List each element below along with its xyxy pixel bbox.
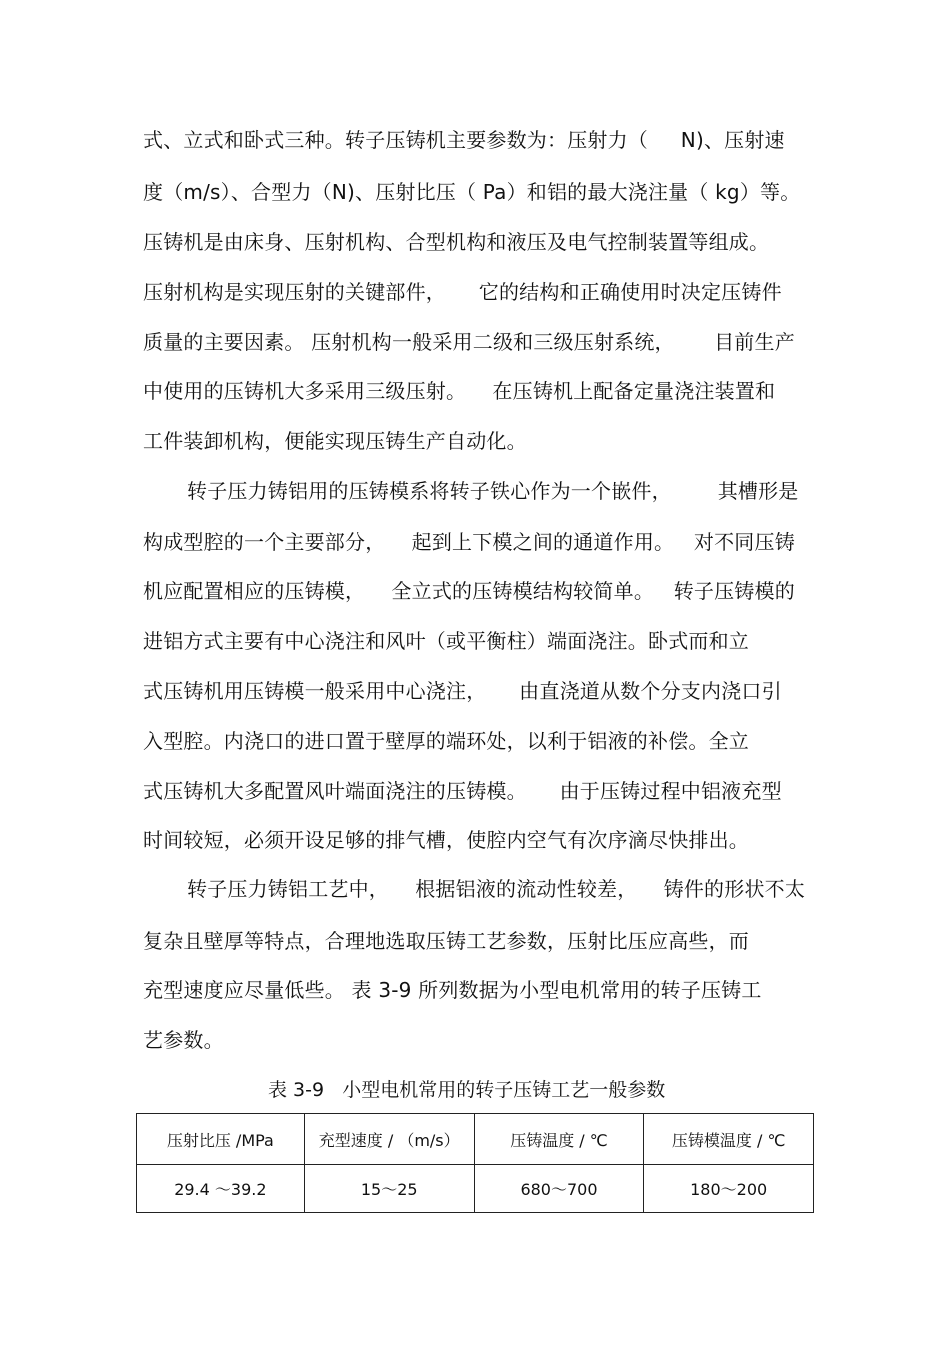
text-line: 充型速度应尽量低些。 表 3-9 所列数据为小型电机常用的转子压铸工 [143, 978, 762, 1002]
table-cell: 15～25 [304, 1165, 474, 1213]
text-line: 式压铸机用压铸模一般采用中心浇注， 由直浇道从数个分支内浇口引 [143, 679, 782, 703]
text-line: 压射机构是实现压射的关键部件， 它的结构和正确使用时决定压铸件 [143, 280, 782, 304]
text-line: 度（m/s）、合型力（N)、压射比压（ Pa）和铝的最大浇注量（ kg）等。 [143, 180, 801, 204]
text-line: 艺参数。 [143, 1028, 224, 1052]
text-line: 构成型腔的一个主要部分， 起到上下模之间的通道作用。 对不同压铸 [143, 530, 795, 554]
table-cell: 680～700 [474, 1165, 644, 1213]
text-line: 式、立式和卧式三种。转子压铸机主要参数为：压射力（ N)、压射速 [143, 128, 785, 152]
paragraph-start-line: 转子压力铸铝工艺中， 根据铝液的流动性较差， 铸件的形状不太 [187, 877, 806, 901]
table-header-cell: 压铸模温度 / ℃ [644, 1114, 814, 1165]
text-line: 质量的主要因素。 压射机构一般采用二级和三级压射系统， 目前生产 [143, 330, 795, 354]
table-header-row [137, 1114, 814, 1165]
text-line: 式压铸机大多配置风叶端面浇注的压铸模。 由于压铸过程中铝液充型 [143, 779, 782, 803]
text-line: 压铸机是由床身、压射机构、合型机构和液压及电气控制装置等组成。 [143, 230, 770, 254]
text-line: 工件装卸机构，便能实现压铸生产自动化。 [143, 429, 527, 453]
table-row [137, 1165, 814, 1213]
paragraph-start-line: 转子压力铸铝用的压铸模系将转子铁心作为一个嵌件， 其槽形是 [187, 479, 799, 503]
table-caption: 表 3-9 小型电机常用的转子压铸工艺一般参数 [268, 1079, 666, 1101]
text-line: 中使用的压铸机大多采用三级压射。 在压铸机上配备定量浇注装置和 [143, 379, 776, 403]
text-line: 机应配置相应的压铸模， 全立式的压铸模结构较简单。 转子压铸模的 [143, 579, 795, 603]
text-line: 时间较短，必须开设足够的排气槽，使腔内空气有次序滴尽快排出。 [143, 828, 749, 852]
parameters-table [136, 1113, 814, 1213]
table-header-cell: 压铸温度 / ℃ [474, 1114, 644, 1165]
text-line: 复杂且壁厚等特点，合理地选取压铸工艺参数，压射比压应高些，而 [143, 929, 749, 953]
table-header-cell: 充型速度 / （m/s） [304, 1114, 474, 1165]
text-line: 入型腔。内浇口的进口置于壁厚的端环处，以利于铝液的补偿。全立 [143, 729, 749, 753]
table-header-cell: 压射比压 /MPa [137, 1114, 305, 1165]
table-cell: 29.4 ～39.2 [137, 1165, 305, 1213]
table-cell: 180～200 [644, 1165, 814, 1213]
text-line: 进铝方式主要有中心浇注和风叶（或平衡柱）端面浇注。卧式而和立 [143, 629, 749, 653]
